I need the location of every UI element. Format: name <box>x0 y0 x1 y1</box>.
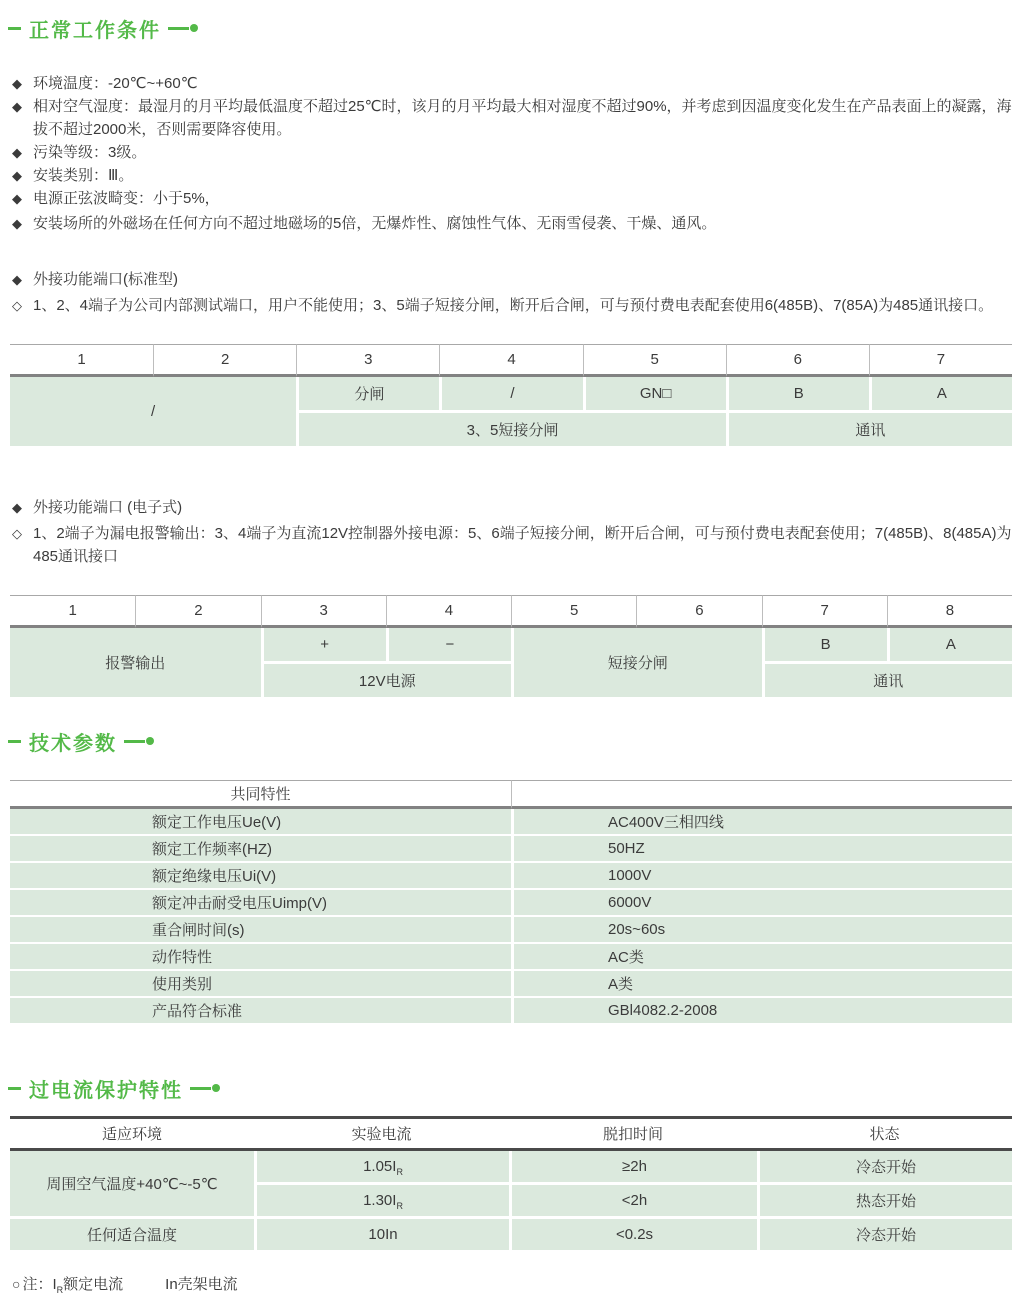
heading-arrow-icon <box>190 1087 211 1090</box>
tech-params-table <box>10 780 1012 1023</box>
terminal-table-standard <box>10 344 1012 446</box>
terminal-number: 1 <box>10 344 153 377</box>
param-value: 1000V <box>511 861 1012 888</box>
diamond-solid-icon: ◆ <box>12 168 22 183</box>
current-cell: 10In <box>254 1216 509 1250</box>
terminal-table-electronic <box>10 595 1012 697</box>
table-cell: 通讯 <box>762 661 1013 697</box>
param-label: 额定冲击耐受电压Uimp(V) <box>10 888 511 915</box>
list-item-text: 电源正弦波畸变：小于5%， <box>33 190 220 207</box>
note-text: 额定电流 <box>63 1276 124 1293</box>
param-label: 动作特性 <box>10 942 511 969</box>
list-item <box>0 72 1022 95</box>
electronic-port-desc <box>0 522 1022 568</box>
terminal-number: 1 <box>10 595 135 628</box>
diamond-hollow-icon: ◇ <box>12 298 22 313</box>
env-cell: 周围空气温度+40℃~-5℃ <box>10 1151 254 1216</box>
param-label: 额定绝缘电压Ui(V) <box>10 861 511 888</box>
diamond-solid-icon: ◆ <box>12 216 22 231</box>
table-row <box>10 969 1012 996</box>
param-value: 20s~60s <box>511 915 1012 942</box>
table-header-cell-empty <box>511 780 1012 809</box>
terminal-number: 5 <box>583 344 726 377</box>
overcurrent-table <box>10 1116 1012 1250</box>
terminal-number: 5 <box>511 595 636 628</box>
table-cell: B <box>726 377 869 410</box>
diamond-hollow-icon: ◇ <box>12 526 22 541</box>
heading-dot-icon <box>146 737 154 745</box>
current-cell <box>254 1151 509 1182</box>
state-cell: 冷态开始 <box>757 1151 1012 1182</box>
state-cell: 冷态开始 <box>757 1216 1012 1250</box>
param-value: A类 <box>511 969 1012 996</box>
port-desc-text: 1、2、4端子为公司内部测试端口，用户不能使用；3、5端子短接分闸，断开后合闸，可与预付费电表配套使用6(485B)、7(85A)为485通讯接口。 <box>33 297 994 314</box>
terminal-number: 3 <box>296 344 439 377</box>
terminal-number: 6 <box>726 344 869 377</box>
terminal-number: 7 <box>762 595 887 628</box>
current-subscript: R <box>396 1201 403 1211</box>
table-header-row <box>10 595 1012 628</box>
terminal-number: 4 <box>386 595 511 628</box>
table-header-cell: 脱扣时间 <box>509 1116 757 1151</box>
trip-time-cell: ≥2h <box>509 1151 757 1182</box>
terminal-number: 2 <box>135 595 260 628</box>
heading-dot-icon <box>212 1084 220 1092</box>
footnote <box>12 1273 1022 1294</box>
table-cell: 分闸 <box>296 377 439 410</box>
list-item-text: 相对空气湿度：最湿月的月平均最低温度不超过25℃时，该月的月平均最大相对湿度不超过90%，并考虑到因温度变化发生在产品表面上的凝露，海拔不超过2000米，否则需要降容使用。 <box>33 98 1012 138</box>
table-cell: 12V电源 <box>261 661 512 697</box>
table-cell: GN□ <box>583 377 726 410</box>
note-item2: In壳架电流 <box>165 1276 238 1293</box>
current-value: 1.30I <box>363 1192 397 1209</box>
note-item1 <box>52 1273 123 1294</box>
diamond-solid-icon: ◆ <box>12 99 22 114</box>
terminal-number: 4 <box>439 344 582 377</box>
table-cell: 报警输出 <box>10 628 261 697</box>
table-row <box>10 628 1012 661</box>
table-header-row <box>10 344 1012 377</box>
diamond-solid-icon: ◆ <box>12 76 22 91</box>
terminal-number: 6 <box>636 595 761 628</box>
current-subscript: R <box>396 1167 403 1177</box>
param-label: 额定工作频率(HZ) <box>10 834 511 861</box>
param-label: 产品符合标准 <box>10 996 511 1023</box>
param-value: AC400V三相四线 <box>511 809 1012 834</box>
list-item <box>0 95 1022 141</box>
table-cell: 通讯 <box>726 410 1012 446</box>
port-desc-text: 1、2端子为漏电报警输出：3、4端子为直流12V控制器外接电源：5、6端子短接分闸，断开后合闸，可与预付费电表配套使用；7(485B)、8(485A)为485通讯接口 <box>33 525 1012 565</box>
section-title: 正常工作条件 <box>29 19 161 42</box>
param-label: 额定工作电压Ue(V) <box>10 809 511 834</box>
table-header-cell: 共同特性 <box>10 780 511 809</box>
list-item <box>0 212 1022 235</box>
list-item-text: 安装场所的外磁场在任何方向不超过地磁场的5倍，无爆炸性、腐蚀性气体、无雨雪侵袭、干燥、通风。 <box>33 215 717 232</box>
note-subscript: R <box>56 1285 64 1295</box>
table-header-cell: 适应环境 <box>10 1116 254 1151</box>
terminal-number: 2 <box>153 344 296 377</box>
table-cell: − <box>386 628 511 661</box>
param-value: 6000V <box>511 888 1012 915</box>
conditions-list <box>0 72 1022 235</box>
trip-time-cell: <0.2s <box>509 1216 757 1250</box>
heading-arrow-icon <box>124 740 145 743</box>
table-cell: 3、5短接分闸 <box>296 410 725 446</box>
section-title: 技术参数 <box>29 732 117 755</box>
param-label: 使用类别 <box>10 969 511 996</box>
table-header-row <box>10 780 1012 809</box>
diamond-solid-icon: ◆ <box>12 500 22 515</box>
electronic-port-title <box>0 496 1022 519</box>
param-label: 重合闸时间(s) <box>10 915 511 942</box>
table-row <box>10 1216 1012 1250</box>
diamond-solid-icon: ◆ <box>12 272 22 287</box>
table-row <box>10 888 1012 915</box>
table-cell: + <box>261 628 386 661</box>
heading-arrow-icon <box>168 27 189 30</box>
note-symbol: I <box>52 1276 57 1293</box>
table-cell: A <box>869 377 1012 410</box>
table-row <box>10 834 1012 861</box>
table-cell: / <box>439 377 582 410</box>
terminal-number: 8 <box>887 595 1012 628</box>
table-row <box>10 996 1012 1023</box>
section-heading-tech-params <box>8 728 1022 754</box>
table-cell: / <box>10 377 296 446</box>
section-title: 过电流保护特性 <box>29 1079 183 1102</box>
list-item <box>0 164 1022 187</box>
heading-dash-icon <box>8 27 21 30</box>
diamond-solid-icon: ◆ <box>12 191 22 206</box>
list-item-text: 污染等级：3级。 <box>33 144 147 161</box>
table-header-cell: 状态 <box>757 1116 1012 1151</box>
table-header-row <box>10 1116 1012 1151</box>
circle-icon: ○ <box>12 1275 21 1292</box>
port-title-text: 外接功能端口(标准型) <box>33 271 178 288</box>
section-heading-overcurrent <box>8 1075 1022 1101</box>
table-cell: 短接分闸 <box>511 628 762 697</box>
table-row <box>10 377 1012 410</box>
heading-dash-icon <box>8 1087 21 1090</box>
standard-port-desc <box>0 294 1022 317</box>
current-value: 1.05I <box>363 1158 397 1175</box>
heading-dot-icon <box>190 24 198 32</box>
table-header-cell: 实验电流 <box>254 1116 509 1151</box>
note-label: 注： <box>22 1276 53 1293</box>
table-cell: A <box>887 628 1012 661</box>
standard-port-title <box>0 268 1022 291</box>
trip-time-cell: <2h <box>509 1182 757 1216</box>
current-cell <box>254 1182 509 1216</box>
list-item <box>0 141 1022 164</box>
table-row <box>10 861 1012 888</box>
terminal-number: 3 <box>261 595 386 628</box>
param-value: GBl4082.2-2008 <box>511 996 1012 1023</box>
diamond-solid-icon: ◆ <box>12 145 22 160</box>
table-row <box>10 1151 1012 1182</box>
heading-dash-icon <box>8 740 21 743</box>
env-cell: 任何适合温度 <box>10 1216 254 1250</box>
table-row <box>10 809 1012 834</box>
state-cell: 热态开始 <box>757 1182 1012 1216</box>
list-item-text: 安装类别：Ⅲ。 <box>33 167 134 184</box>
table-row <box>10 942 1012 969</box>
list-item-text: 环境温度：-20℃~+60℃ <box>33 75 198 92</box>
table-cell: B <box>762 628 887 661</box>
param-value: AC类 <box>511 942 1012 969</box>
port-title-text: 外接功能端口 (电子式) <box>33 499 183 516</box>
table-row <box>10 915 1012 942</box>
param-value: 50HZ <box>511 834 1012 861</box>
terminal-number: 7 <box>869 344 1012 377</box>
list-item <box>0 187 1022 210</box>
section-heading-normal-conditions <box>8 0 1022 46</box>
